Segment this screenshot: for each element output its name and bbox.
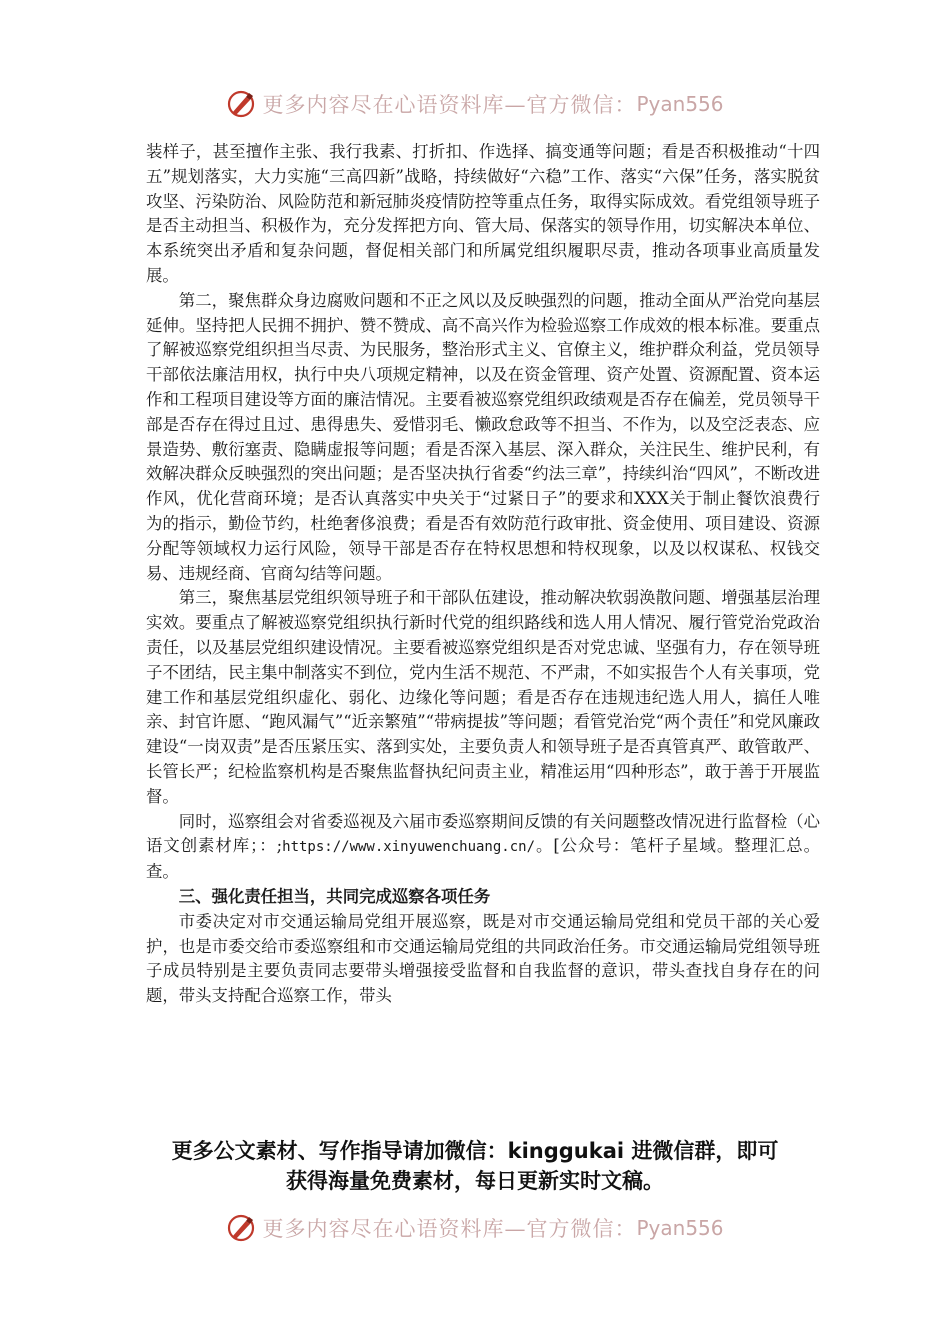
header-watermark: [0, 84, 950, 124]
header-brand-handle: Pyan556: [636, 92, 724, 116]
footer-brand-handle: Pyan556: [636, 1216, 724, 1240]
paragraph-1: 装样子，甚至擅作主张、我行我素、打折扣、作选择、搞变通等问题；看是否积极推动“十四五”规划落实，大力实施“三高四新”战略，持续做好“六稳”工作、落实“六保”任务，落实脱贫攻坚、污染防治、风险防范和新冠肺炎疫情防控等重点任务，取得实际成效。看党组领导班子是否主动担当、积极作为，充分发挥把方向、管大局、保落实的领导作用，切实解决本单位、本系统突出矛盾和复杂问题，督促相关部门和所属党组织履职尽责，推动各项事业高质量发展。: [146, 142, 820, 285]
promo-line-2: 获得海量免费素材，每日更新实时文稿。: [286, 1169, 664, 1193]
paragraph-4: [146, 810, 820, 885]
pen-logo-icon: [226, 1213, 256, 1243]
paragraph-2: 第二，聚焦群众身边腐败问题和不正之风以及反映强烈的问题，推动全面从严治党向基层延伸。坚持把人民拥不拥护、赞不赞成、高不高兴作为检验巡察工作成效的根本标准。要重点了解被巡察党组织担当尽责、为民服务，整治形式主义、官僚主义，维护群众利益，党员领导干部依法廉洁用权，执行中央八项规定精神，以及在资金管理、资产处置、资源配置、资本运作和工程项目建设等方面的廉洁情况。主要看被巡察党组织政绩观是否存在偏差，党员领导干部是否存在得过且过、患得患失、爱惜羽毛、懒政怠政等不担当、不作为，以及空泛表态、应景造势、敷衍塞责、隐瞒虚报等问题；看是否深入基层、深入群众，关注民生、维护民利，有效解决群众反映强烈的突出问题；是否坚决执行省委“约法三章”，持续纠治“四风”，不断改进作风，优化营商环境；是否认真落实中央关于“过紧日子”的要求和XXX关于制止餐饮浪费行为的指示，勤俭节约，杜绝奢侈浪费；看是否有效防范行政审批、资金使用、项目建设、资源分配等领域权力运行风险，领导干部是否存在特权思想和特权现象，以及以权谋私、权钱交易、违规经商、官商勾结等问题。: [146, 290, 820, 583]
pen-logo-icon: [226, 89, 256, 119]
promo-banner: [120, 1136, 830, 1196]
promo-line-1: 更多公文素材、写作指导请加微信：kinggukai 进微信群，即可: [171, 1139, 779, 1163]
header-brand-text: 更多内容尽在心语资料库—官方微信：: [262, 93, 637, 117]
paragraph-5: 市委决定对市交通运输局党组开展巡察，既是对市交通运输局党组和党员干部的关心爱护，也是市委交给市委巡察组和市交通运输局党组的共同政治任务。市交通运输局党组领导班子成员特别是主要负责同志要带头增强接受监督和自我监督的意识，带头查找自身存在的问题，带头支持配合巡察工作，带头: [146, 911, 820, 1006]
footer-watermark: [0, 1208, 950, 1248]
paragraph-3: 第三，聚焦基层党组织领导班子和干部队伍建设，推动解决软弱涣散问题、增强基层治理实效。要重点了解被巡察党组织执行新时代党的组织路线和选人用人情况、履行管党治党政治责任，以及基层党组织建设情况。主要看被巡察党组织是否对党忠诚、坚强有力，存在领导班子不团结，民主集中制落实不到位，党内生活不规范、不严肃，不如实报告个人有关事项，党建工作和基层党组织虚化、弱化、边缘化等问题；看是否存在违规违纪选人用人，搞任人唯亲、封官许愿、“跑风漏气”“近亲繁殖”“带病提拔”等问题；看管党治党“两个责任”和党风廉政建设“一岗双责”是否压紧压实、落到实处，主要负责人和领导班子是否真管真严、敢管敢严、长管长严；纪检监察机构是否聚焦监督执纪问责主业，精准运用“四种形态”，敢于善于开展监督。: [146, 588, 820, 806]
paragraph-4-text-a: 同时，巡察组会对省委巡视及六届市委巡察期间反馈的有关问题整改情况进行监督检（心语文创素材库；：;: [146, 811, 820, 856]
section-heading-3: 三、强化责任担当，共同完成巡察各项任务: [178, 886, 491, 906]
paragraph-4-text-b: 。[公众号：笔杆子星域。整理汇总。查。: [146, 836, 820, 882]
paragraph-4-url: https://www.xinyuwenchuang.cn/: [282, 839, 536, 856]
footer-brand-text: 更多内容尽在心语资料库—官方微信：: [262, 1217, 637, 1241]
document-body: [146, 140, 820, 1009]
